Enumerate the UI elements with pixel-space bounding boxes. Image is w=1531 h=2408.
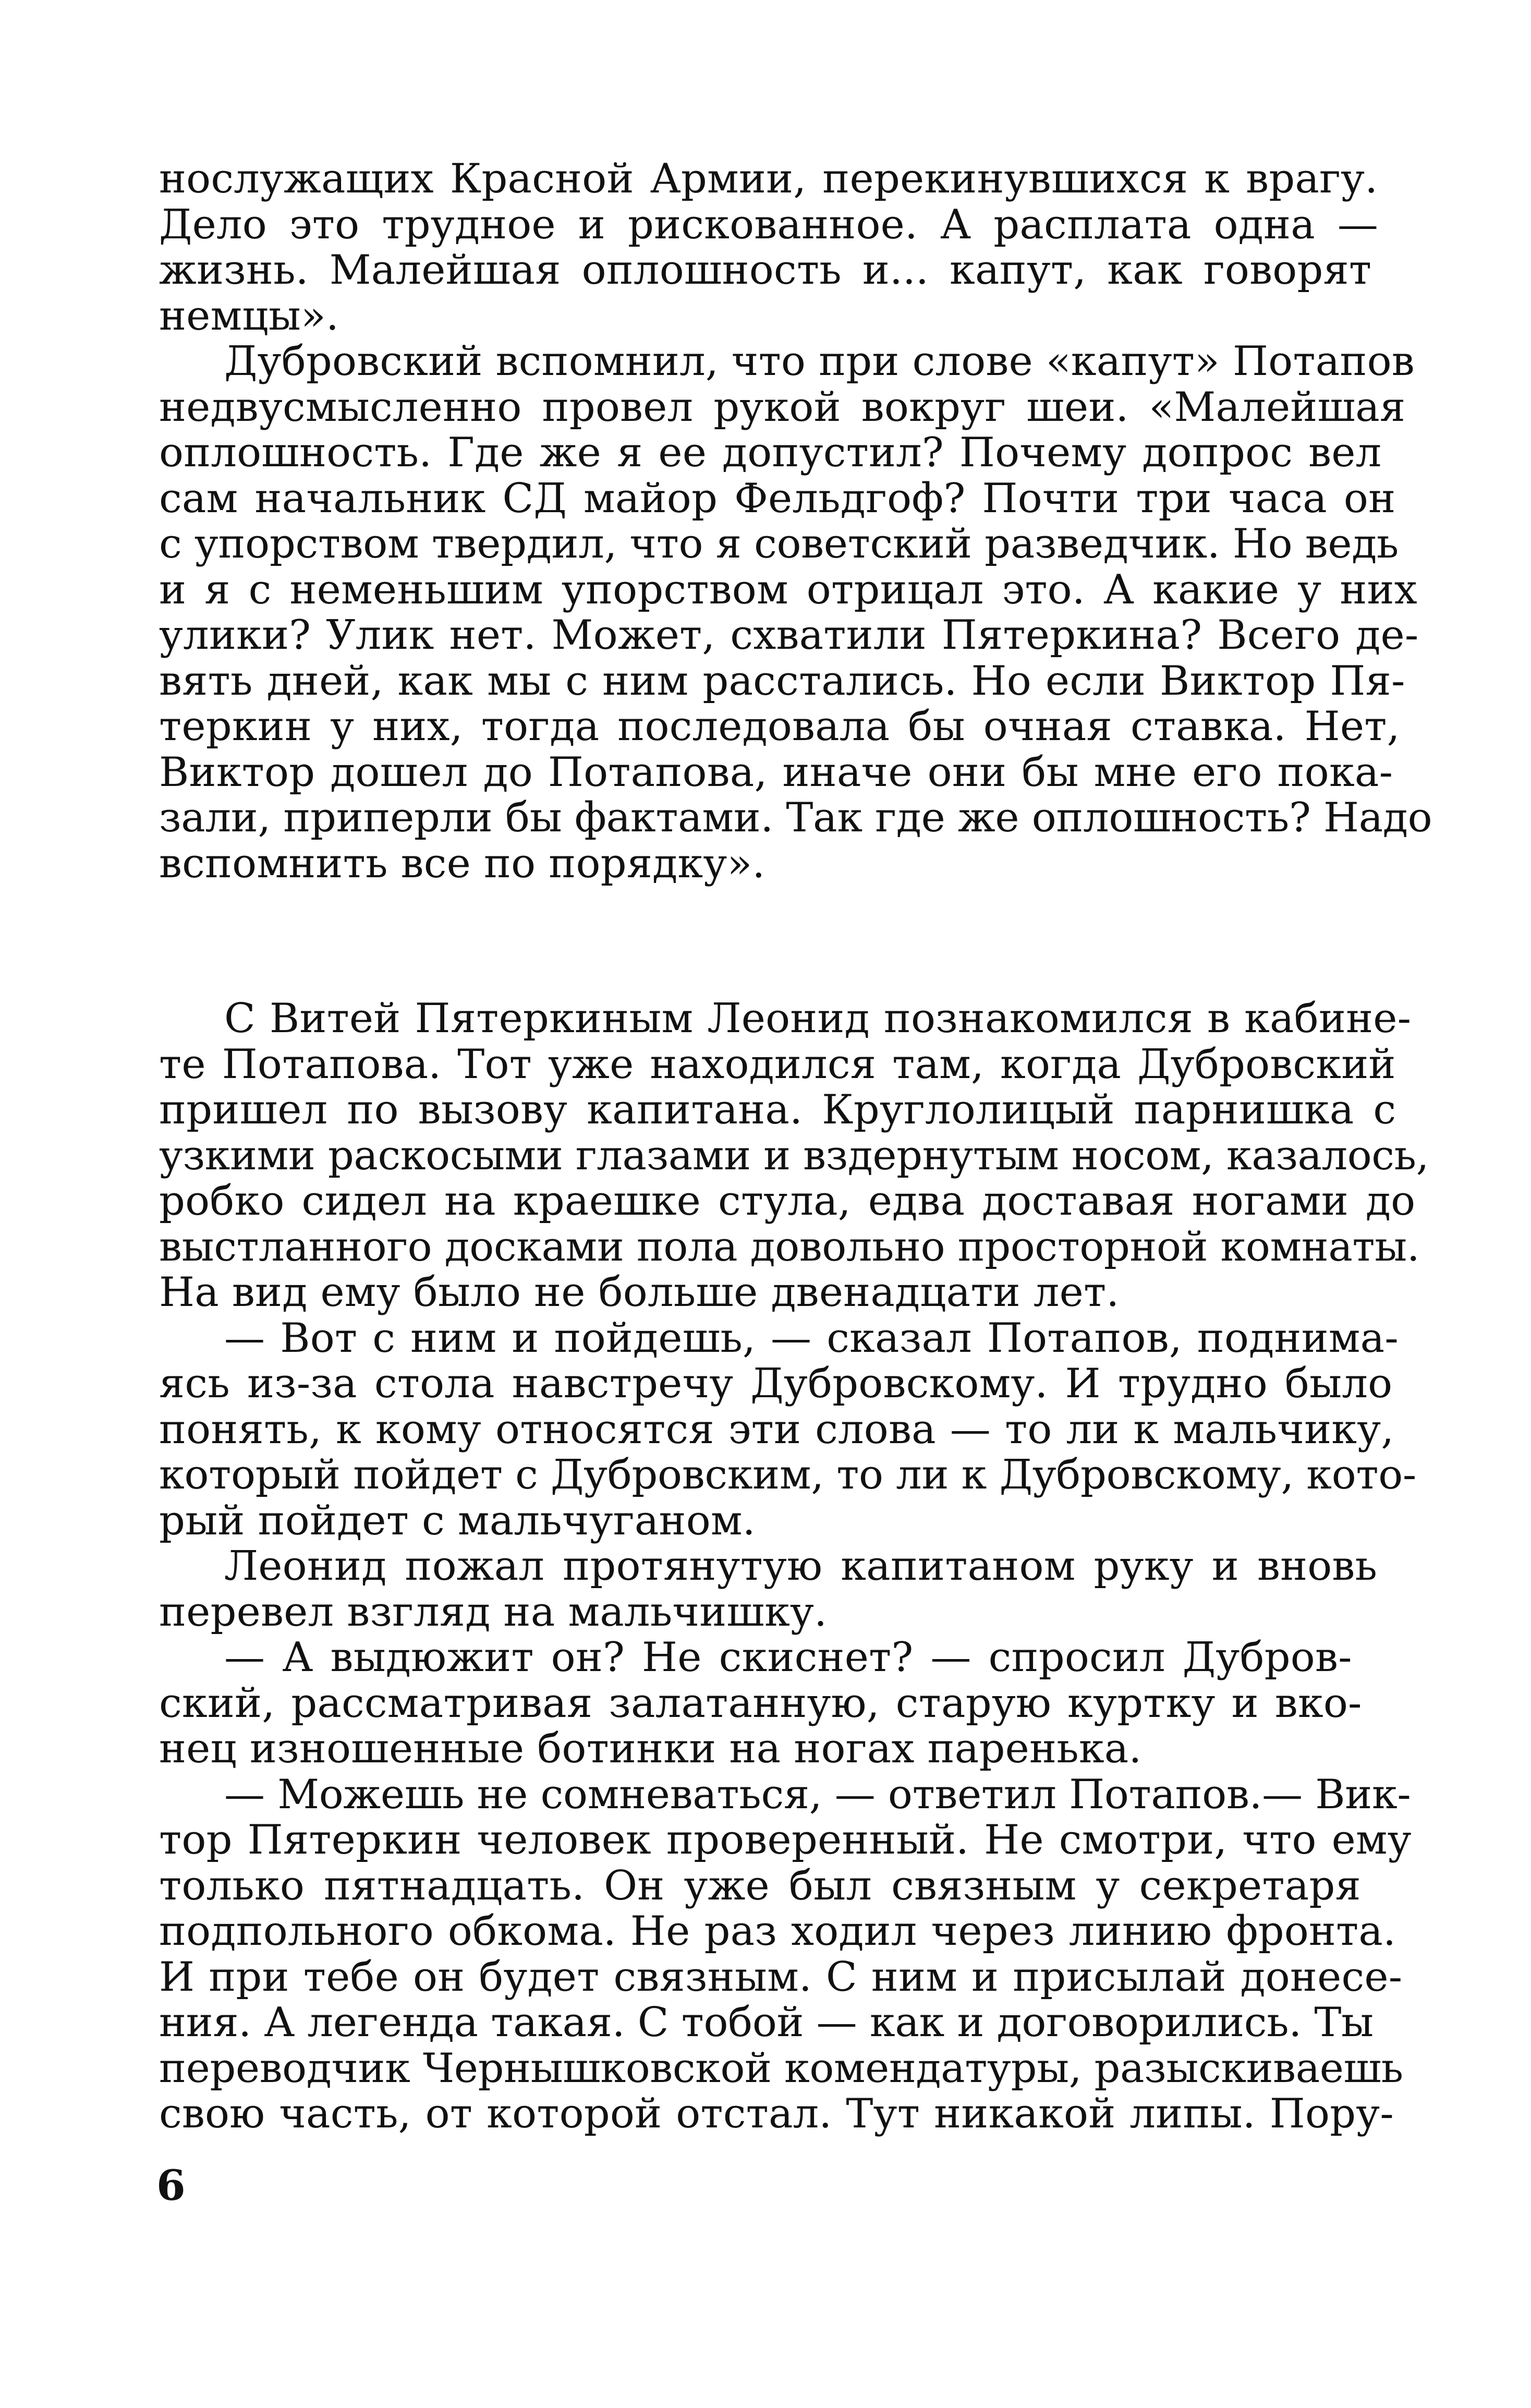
text-line: вять дней, как мы с ним расстались. Но если Виктор Пя-	[159, 657, 1405, 705]
text-line: улики? Улик нет. Может, схватили Пятеркина? Всего де-	[159, 612, 1419, 659]
text-line: узкими раскосыми глазами и вздернутым носом, казалось,	[159, 1132, 1429, 1179]
text-line: переводчик Чернышковской комендатуры, разыскиваешь	[159, 2044, 1403, 2092]
text-block-one	[159, 155, 1432, 887]
text-line: недвусмысленно провел рукой вокруг шеи. «Малейшая	[159, 383, 1406, 431]
text-line: ясь из-за стола навстречу Дубровскому. И трудно было	[159, 1360, 1393, 1407]
text-line: вспомнить все по порядку».	[159, 840, 766, 887]
text-line: ский, рассматривая залатанную, старую куртку и вко-	[159, 1679, 1362, 1727]
text-line: И при тебе он будет связным. С ним и присылай донесе-	[159, 1953, 1403, 2001]
text-line: Дело это трудное и рискованное. А расплата одна —	[159, 201, 1379, 248]
text-line: нец изношенные ботинки на ногах паренька.	[159, 1725, 1142, 1772]
text-line: теркин у них, тогда последовала бы очная ставка. Нет,	[159, 703, 1400, 750]
text-line: понять, к кому относятся эти слова — то ли к мальчику,	[159, 1406, 1394, 1453]
text-line: с упорством твердил, что я советский разведчик. Но ведь	[159, 521, 1399, 567]
text-line: Виктор дошел до Потапова, иначе они бы мне его пока-	[159, 748, 1393, 796]
text-line: зали, приперли бы фактами. Так где же оплошность? Надо	[159, 794, 1432, 841]
text-line: только пятнадцать. Он уже был связным у секретаря	[159, 1862, 1361, 1909]
text-line: оплошность. Где же я ее допустил? Почему допрос вел	[159, 429, 1382, 476]
text-line: немцы».	[159, 292, 339, 340]
text-line: тор Пятеркин человек проверенный. Не смотри, что ему	[159, 1817, 1412, 1864]
text-line: сам начальник СД майор Фельдгоф? Почти три часа он	[159, 475, 1396, 522]
page-number: 6	[156, 2161, 186, 2210]
text-line: пришел по вызову капитана. Круглолицый парнишка с	[159, 1086, 1396, 1133]
text-line: те Потапова. Тот уже находился там, когда Дубровский	[159, 1040, 1396, 1088]
text-line: С Витей Пятеркиным Леонид познакомился в кабине-	[224, 995, 1412, 1042]
text-line: подпольного обкома. Не раз ходил через линию фронта.	[159, 1908, 1396, 1955]
text-line: ния. А легенда такая. С тобой — как и договорились. Ты	[159, 1999, 1374, 2046]
text-line: — Можешь не сомневаться, — ответил Потапов.— Вик-	[224, 1771, 1411, 1818]
text-line: свою часть, от которой отстал. Тут никакой липы. Пору-	[159, 2090, 1394, 2137]
text-line: нослужащих Красной Армии, перекинувшихся к врагу.	[159, 155, 1378, 202]
text-line: — А выдюжит он? Не скиснет? — спросил Дубров-	[224, 1634, 1352, 1681]
text-line: и я с неменьшим упорством отрицал это. А какие у них	[159, 566, 1417, 613]
text-line: который пойдет с Дубровским, то ли к Дубровскому, кото-	[159, 1451, 1416, 1498]
text-block-two	[159, 995, 1429, 2137]
text-line: жизнь. Малейшая оплошность и... капут, как говорят	[159, 247, 1372, 294]
text-line: робко сидел на краешке стула, едва доставая ногами до	[159, 1178, 1416, 1225]
text-line: выстланного досками пола довольно просторной комнаты.	[159, 1223, 1420, 1270]
text-line: перевел взгляд на мальчишку.	[159, 1588, 828, 1636]
text-line: Дубровский вспомнил, что при слове «капут» Потапов	[224, 338, 1415, 385]
text-line: рый пойдет с мальчуганом.	[159, 1497, 756, 1544]
text-line: На вид ему было не больше двенадцати лет.	[159, 1269, 1120, 1316]
text-line: Леонид пожал протянутую капитаном руку и вновь	[224, 1543, 1378, 1590]
text-line: — Вот с ним и пойдешь, — сказал Потапов, поднима-	[224, 1314, 1399, 1362]
